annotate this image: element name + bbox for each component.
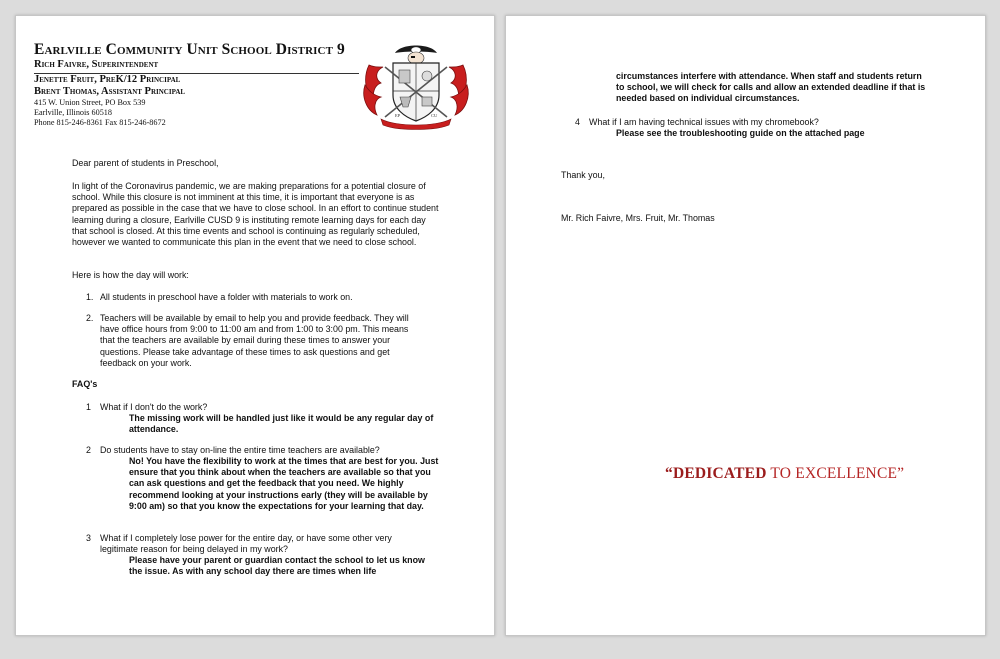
principal-line: Jenette Fruit, PreK/12 Principal (34, 74, 181, 85)
closing: Thank you, (561, 170, 605, 180)
step-text: All students in preschool have a folder with materials to work on. (100, 292, 353, 302)
assistant-principal-line: Brent Thomas, Assistant Principal (34, 86, 186, 97)
faq-question: Do students have to stay on-line the entire time teachers are available? (100, 445, 380, 455)
intro-paragraph: In light of the Coronavirus pandemic, we are making preparations for a potential closure of school. While this closure is not imminent at this time, it is important that everyone is as prepared as possible in the case that we have to close school. In an effort to continue student learning during a closure, Earlville CUSD 9 is instituting remote learning days for each day that school is closed. At this time events and school is continuing as regularly scheduled, however we wanted to communicate this plan in the event that we need to close school. (72, 181, 439, 248)
signatures: Mr. Rich Faivre, Mrs. Fruit, Mr. Thomas (561, 213, 715, 223)
school-motto (665, 465, 904, 483)
district-name: Earlville Community Unit School District 9 (34, 41, 345, 58)
motto-rest: TO EXCELLENCE” (766, 465, 905, 482)
crest-text-left: EP (395, 113, 401, 118)
document-page-2 (505, 15, 986, 636)
crest-text-right: CU (431, 113, 438, 118)
school-crest-logo (361, 37, 471, 131)
faq-number: 1 (86, 402, 91, 412)
step-number: 2. (86, 313, 94, 323)
faq-number: 3 (86, 533, 91, 543)
faq-heading: FAQ's (72, 379, 98, 389)
step-text: Teachers will be available by email to help you and provide feedback. They will have office hours from 9:00 to 11:00 am and from 1:00 to 3:00 pm. This means that the teachers are available by email during these times to answer your questions. Please take advantage of these times to ask questions and get feedback on your work. (100, 313, 409, 368)
faq-answer: Please have your parent or guardian contact the school to let us know the issue. As with any school day there are times when life (129, 555, 425, 577)
address-line-2: Earlville, Illinois 60518 (34, 108, 112, 117)
superintendent-line: Rich Faivre, Superintendent (34, 59, 159, 70)
faq-answer: The missing work will be handled just like it would be any regular day of attendance. (129, 413, 434, 435)
motto-open-quote: “ (665, 465, 673, 482)
step-number: 1. (86, 292, 94, 302)
faq-answer: No! You have the flexibility to work at the times that are best for you. Just ensure that you think about when the teachers are available so that you can ask questions and get the feedback that you need. We highly recommend looking at your instructions early (they will be available by 9:00 am) so that you know the expectations for your learning that day. (129, 456, 439, 511)
salutation: Dear parent of students in Preschool, (72, 158, 219, 168)
how-heading: Here is how the day will work: (72, 270, 189, 280)
address-line-1: 415 W. Union Street, PO Box 539 (34, 98, 146, 107)
faq-answer: Please see the troubleshooting guide on the attached page (616, 128, 865, 138)
faq-number: 4 (575, 117, 580, 127)
faq-question: What if I don't do the work? (100, 402, 208, 412)
faq-question: What if I completely lose power for the entire day, or have some other very legitimate reason for being delayed in my work? (100, 533, 392, 555)
faq-number: 2 (86, 445, 91, 455)
document-page-1 (15, 15, 495, 636)
faq-3-answer-continued: circumstances interfere with attendance. When staff and students return to school, we will check for calls and allow an extended deadline if that is needed based on individual circumstances. (616, 71, 926, 104)
phone-line: Phone 815-246-8361 Fax 815-246-8672 (34, 118, 166, 127)
faq-question: What if I am having technical issues with my chromebook? (589, 117, 819, 127)
motto-dedicated: DEDICATED (672, 465, 767, 482)
